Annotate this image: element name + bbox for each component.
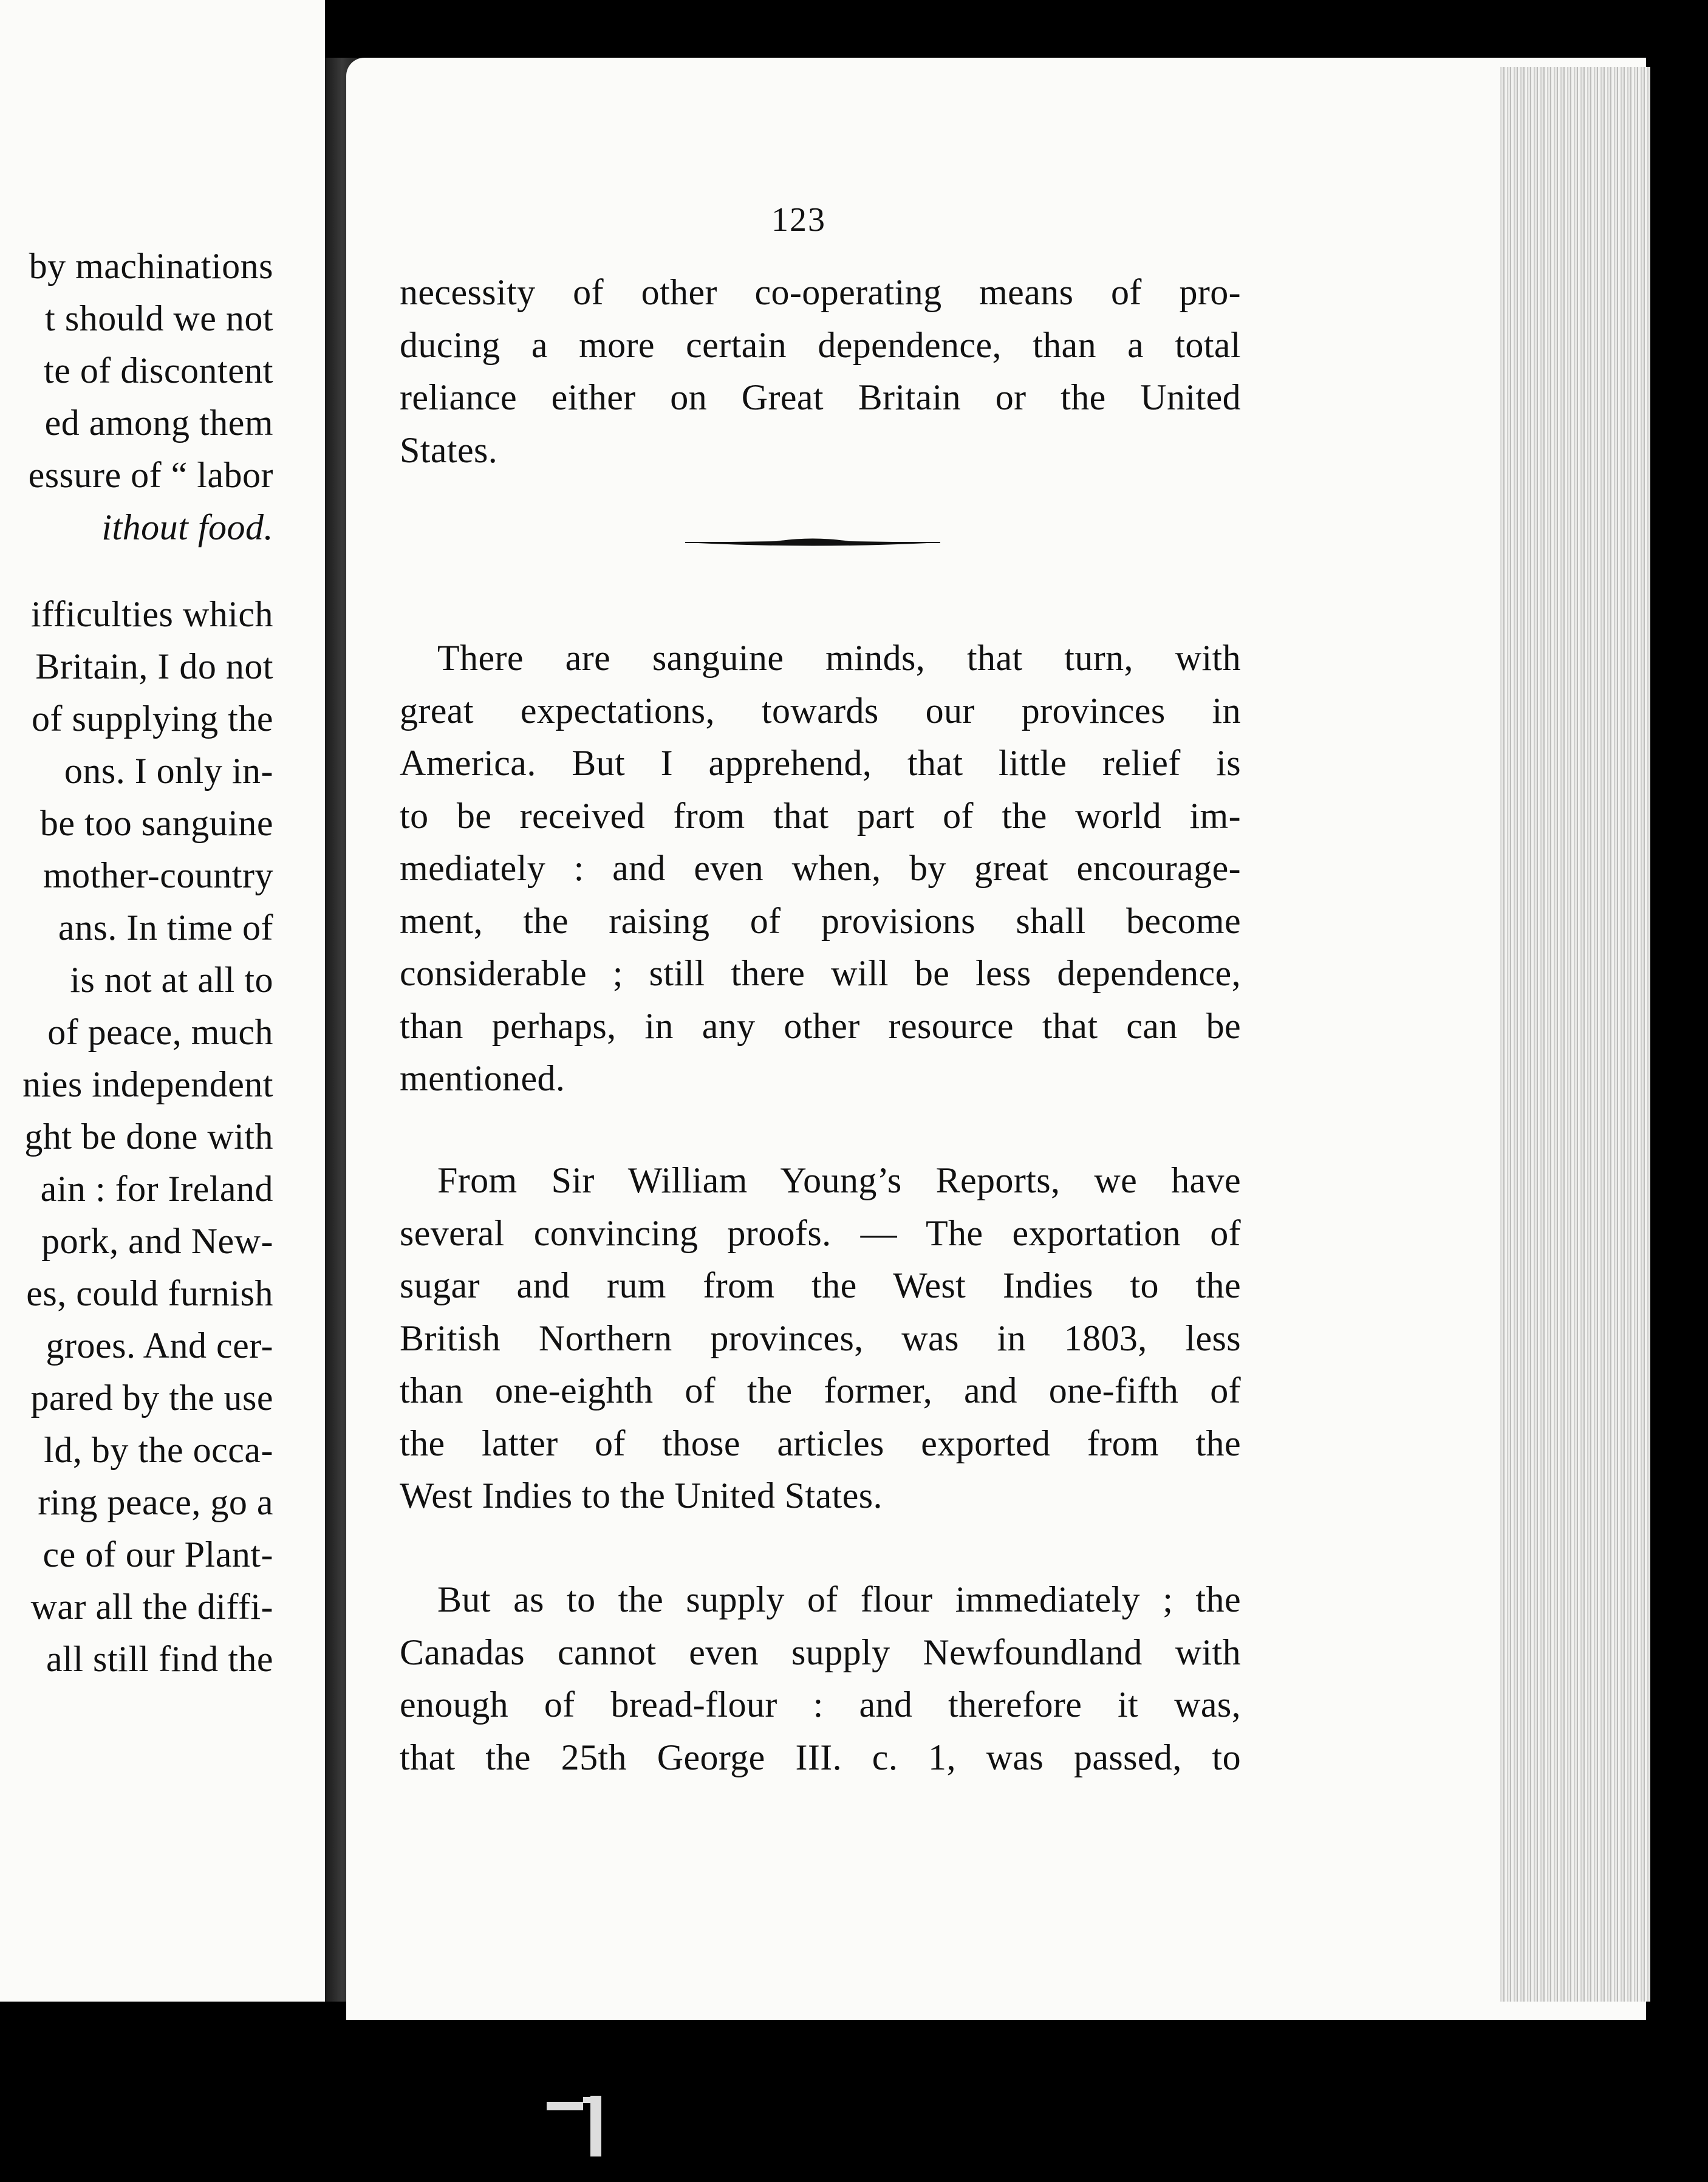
text-line: There are sanguine minds, that turn, with [437, 638, 1241, 678]
text-line: ons. I only in- [64, 751, 273, 791]
text-line: war all the diffi- [30, 1587, 273, 1627]
section-divider-ornament [685, 535, 940, 550]
text-line: several convincing proofs. — The exportation of [400, 1212, 1241, 1253]
page-edges [1500, 67, 1650, 2002]
text-line: ce of our Plant- [43, 1534, 273, 1575]
text-line: than one-eighth of the former, and one-fifth of [400, 1370, 1241, 1411]
text-line: States. [400, 429, 498, 470]
text-line: ld, by the occa- [44, 1430, 273, 1470]
text-line: of peace, much [47, 1012, 273, 1052]
text-line: the latter of those articles exported from the [400, 1423, 1241, 1463]
text-line: considerable ; still there will be less dependence, [400, 953, 1241, 993]
text-line: pared by the use [30, 1378, 273, 1418]
text-line: reliance either on Great Britain or the United [400, 377, 1241, 417]
paragraph-3 [400, 1154, 1241, 1522]
text-line: ans. In time of [58, 908, 273, 948]
text-line: essure of “ labor [28, 455, 273, 495]
paragraph-2 [400, 632, 1241, 1105]
text-line: all still find the [46, 1639, 273, 1679]
text-line: pork, and New- [41, 1221, 273, 1261]
paragraph-gap [0, 553, 273, 588]
text-line: Britain, I do not [35, 646, 273, 686]
text-line: groes. And cer- [46, 1325, 273, 1366]
page-number: 123 [771, 201, 826, 239]
text-line: Canadas cannot even supply Newfoundland with [400, 1632, 1241, 1672]
text-line: ithout food. [101, 507, 273, 547]
text-line: ifficulties which [31, 594, 273, 634]
text-line: mother-country [43, 855, 273, 895]
text-line: that the 25th George III. c. 1, was passed, to [400, 1737, 1241, 1777]
text-line: mediately : and even when, by great encourage- [400, 848, 1241, 888]
text-line: ed among them [44, 403, 273, 443]
binding-clip-mark [547, 2084, 607, 2156]
text-line: West Indies to the United States. [400, 1476, 883, 1516]
text-line: British Northern provinces, was in 1803, less [400, 1318, 1241, 1358]
paragraph-4 [400, 1573, 1241, 1784]
text-line: ain : for Ireland [40, 1169, 273, 1209]
left-page [0, 0, 325, 2002]
paragraph-1 [400, 266, 1241, 476]
text-line: nies independent [22, 1064, 273, 1104]
text-line: ducing a more certain dependence, than a total [400, 324, 1241, 365]
text-line: by machinations [29, 246, 273, 286]
text-line: than perhaps, in any other resource that can be [400, 1005, 1241, 1046]
text-line: great expectations, towards our provinces in [400, 690, 1241, 731]
text-line: But as to the supply of flour immediately ; the [437, 1579, 1241, 1619]
text-line: te of discontent [44, 351, 273, 391]
text-line: ght be done with [24, 1117, 273, 1157]
text-line: to be received from that part of the world im- [400, 795, 1241, 836]
text-line: necessity of other co-operating means of pro- [400, 272, 1241, 312]
text-line: t should we not [45, 298, 273, 338]
text-line: sugar and rum from the West Indies to the [400, 1265, 1241, 1305]
text-line: es, could furnish [26, 1273, 273, 1313]
text-line: From Sir William Young’s Reports, we have [437, 1160, 1241, 1200]
text-line: enough of bread-flour : and therefore it was, [400, 1684, 1241, 1725]
left-page-text [0, 240, 273, 1685]
text-line: is not at all to [70, 960, 273, 1000]
text-line: ment, the raising of provisions shall become [400, 900, 1241, 941]
text-line: be too sanguine [39, 803, 273, 843]
text-line: of supplying the [32, 699, 273, 739]
text-line: America. But I apprehend, that little relief is [400, 743, 1241, 783]
text-line: mentioned. [400, 1058, 565, 1098]
text-line: ring peace, go a [38, 1482, 273, 1522]
